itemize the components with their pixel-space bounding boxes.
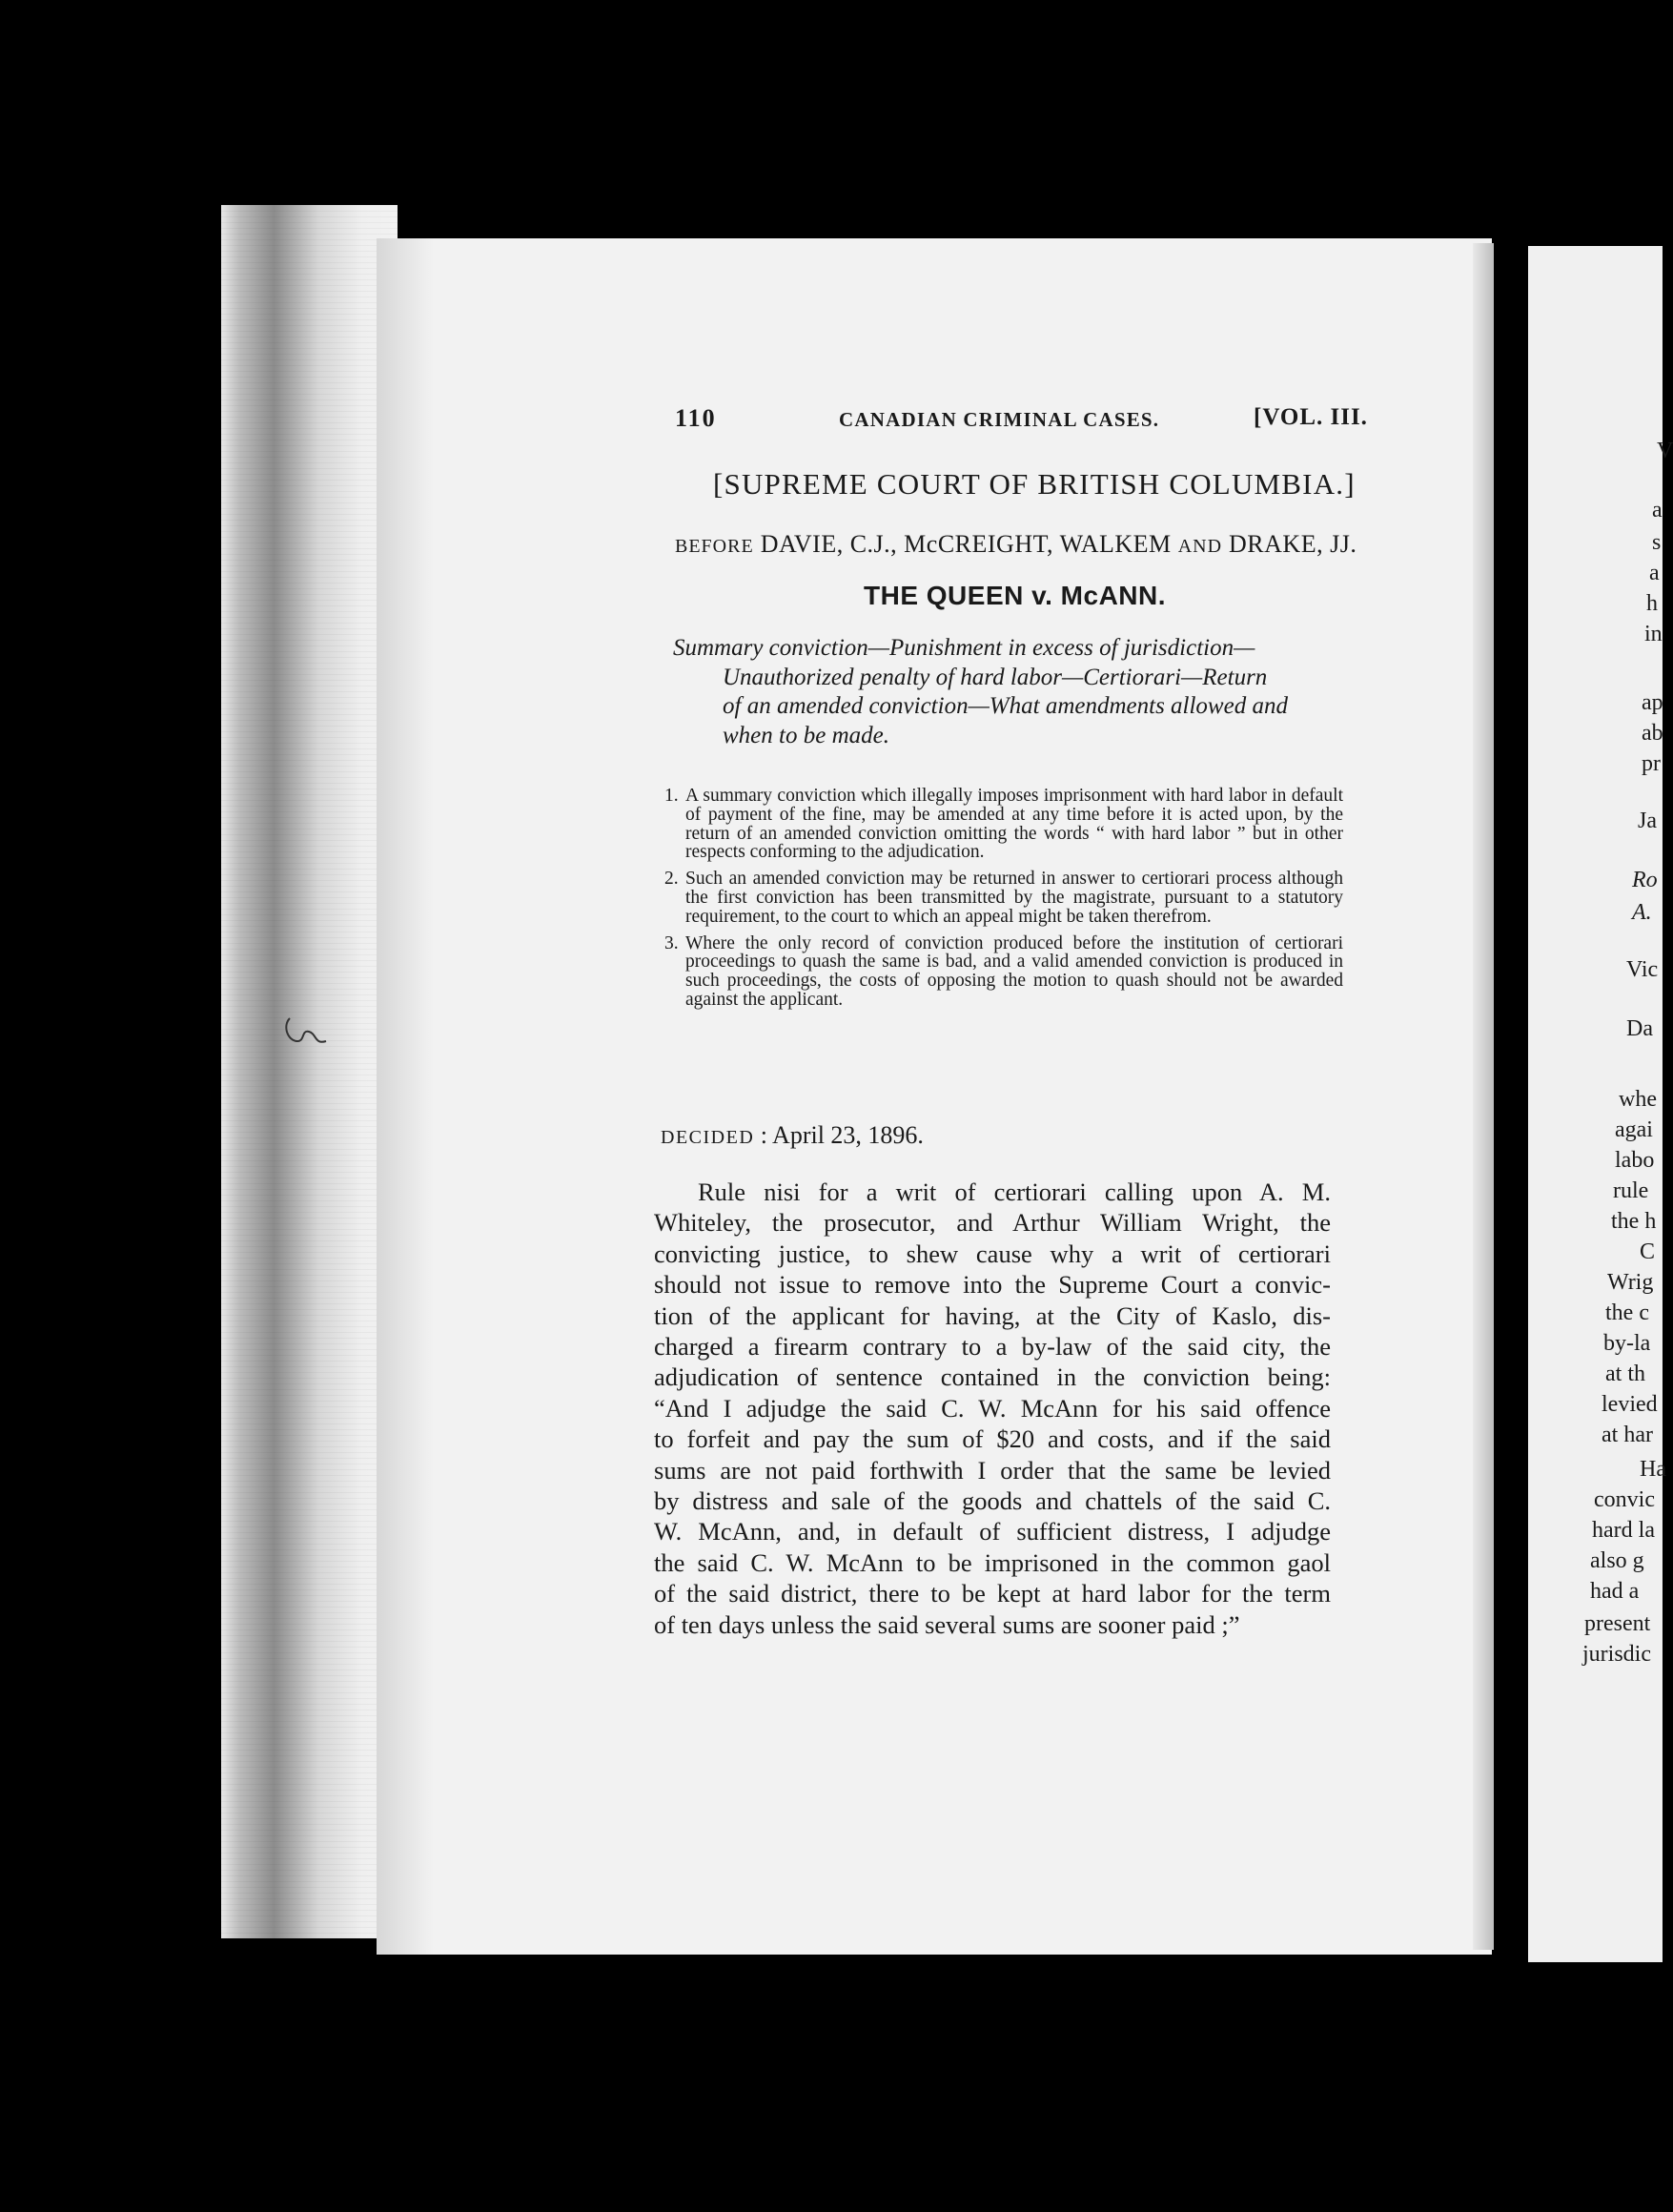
point-text: Where the only record of conviction produced before the institution of certiorari proceedings to quash the same is bad, and a valid amended conviction is produced in such proceedings, the costs of opposing the motion to quash should not be awarded against the applicant.	[685, 932, 1343, 1010]
next-page-text-fragment: ab	[1642, 721, 1663, 746]
and-label: AND	[1177, 536, 1223, 557]
point-number: 1.	[664, 786, 679, 806]
next-page-text-fragment: labo	[1615, 1148, 1655, 1173]
headnote-line: of an amended conviction—What amendments allowed and	[723, 693, 1288, 719]
next-page-text-fragment: Vic	[1626, 957, 1659, 982]
book-gutter	[1494, 229, 1528, 1983]
next-page-text-fragment: pr	[1642, 751, 1661, 776]
decided-date: : April 23, 1896.	[754, 1121, 924, 1149]
next-page-text-fragment: Wrig	[1607, 1270, 1654, 1295]
judges-names-1: DAVIE, C.J., McCREIGHT, WALKEM	[753, 530, 1178, 558]
decided-label: DECIDED	[661, 1127, 755, 1148]
margin-pencil-mark	[280, 1013, 334, 1051]
body-line: adjudication of sentence contained in the conviction being:	[654, 1362, 1331, 1392]
next-page-text-fragment: at th	[1605, 1362, 1645, 1386]
next-page-text-fragment: C	[1640, 1239, 1656, 1264]
point-number: 3.	[664, 932, 679, 953]
body-line: the said C. W. McAnn to be imprisoned in the common gaol	[654, 1547, 1331, 1577]
judges-names-2: DRAKE, JJ.	[1222, 530, 1357, 558]
body-line: charged a firearm contrary to a by-law of the said city, the	[654, 1332, 1331, 1362]
body-line: to forfeit and pay the sum of $20 and costs, and if the said	[654, 1424, 1331, 1454]
next-page-text-fragment: the c	[1605, 1301, 1649, 1325]
next-page-text-fragment: hard la	[1592, 1518, 1655, 1543]
page-number: 110	[675, 404, 717, 432]
body-line: of ten days unless the said several sums are sooner paid ;”	[654, 1609, 1240, 1639]
body-line: Rule nisi for a writ of certiorari calling upon A. M.	[698, 1178, 1331, 1206]
judges-line	[675, 530, 1357, 559]
running-title: CANADIAN CRIMINAL CASES.	[839, 408, 1160, 431]
syllabus-point	[664, 934, 1343, 1010]
body-line: of the said district, there to be kept at hard labor for the term	[654, 1579, 1331, 1608]
volume-label: [VOL. III.	[1254, 404, 1368, 430]
headnote	[673, 634, 1350, 750]
next-page-text-fragment: by-la	[1603, 1331, 1651, 1356]
next-page-text-fragment: Da	[1626, 1016, 1653, 1041]
next-page-text-fragment: A.	[1632, 900, 1652, 925]
body-line: should not issue to remove into the Supreme Court a convic-	[654, 1270, 1331, 1300]
body-line: W. McAnn, and, in default of sufficient distress, I adjudge	[654, 1517, 1331, 1546]
point-text: A summary conviction which illegally imposes imprisonment with hard labor in default of payment of the fine, may be amended at any time before it is acted upon, by the return of an amended conviction omitting the words “ with hard labor ” but in other respects conforming to the adjudication.	[685, 786, 1343, 863]
body-line: convicting justice, to shew cause why a writ of certiorari	[654, 1239, 1331, 1268]
next-page-text-fragment: a	[1652, 498, 1663, 522]
next-page-text-fragment: rule	[1613, 1178, 1649, 1203]
next-page-text-fragment: h	[1646, 591, 1658, 616]
syllabus-point	[664, 870, 1343, 926]
next-page-text-fragment: at har	[1602, 1423, 1653, 1447]
headnote-line: Unauthorized penalty of hard labor—Certiorari—Return	[723, 664, 1268, 690]
body-line: tion of the applicant for having, at the City of Kaslo, dis-	[654, 1301, 1331, 1330]
next-page-text-fragment: jurisdic	[1582, 1642, 1651, 1667]
next-page-text-fragment: convic	[1594, 1487, 1655, 1512]
body-line: Whiteley, the prosecutor, and Arthur William Wright, the	[654, 1208, 1331, 1238]
point-text: Such an amended conviction may be returned in answer to certiorari process although the first conviction has been transmitted by the magistrate, pursuant to a statutory requirement, to the court to which an appeal might be taken therefrom.	[685, 869, 1343, 927]
next-page-text-fragment: had a	[1590, 1579, 1640, 1604]
point-number: 2.	[664, 869, 679, 890]
next-page-text-fragment: Ha	[1640, 1457, 1666, 1482]
syllabus-point	[664, 787, 1343, 862]
decided-line	[661, 1121, 924, 1150]
syllabus-points	[664, 787, 1343, 1017]
next-page-text-fragment: a	[1649, 561, 1660, 585]
body-line: sums are not paid forthwith I order that the same be levied	[654, 1455, 1331, 1485]
body-line: “And I adjudge the said C. W. McAnn for his said offence	[654, 1393, 1331, 1423]
headnote-line: Summary conviction—Punishment in excess of jurisdiction—	[673, 635, 1255, 661]
book-page-edges	[221, 205, 398, 1938]
next-page-text-fragment: V	[1657, 439, 1673, 463]
body-paragraph	[654, 1177, 1331, 1640]
next-page-text-fragment: agai	[1615, 1117, 1653, 1142]
next-page-text-fragment: levied	[1602, 1392, 1658, 1417]
right-page-fragment	[1528, 246, 1673, 1962]
next-page-text-fragment: s	[1652, 530, 1662, 555]
court-name: [SUPREME COURT OF BRITISH COLUMBIA.]	[713, 467, 1356, 501]
page-fold-shadow	[1473, 243, 1494, 1950]
next-page-text-fragment: present	[1584, 1611, 1651, 1636]
next-page-text-fragment: Ja	[1638, 809, 1657, 833]
next-page-text-fragment: in	[1644, 622, 1663, 646]
next-page-text-fragment: ap	[1642, 690, 1663, 715]
before-label: BEFORE	[675, 536, 754, 557]
next-page-text-fragment: whe	[1619, 1087, 1657, 1112]
next-page-text-fragment: Ro	[1632, 868, 1658, 892]
next-page-text-fragment: the h	[1611, 1209, 1657, 1234]
next-page-text-fragment: also g	[1590, 1548, 1644, 1573]
case-title: THE QUEEN v. McANN.	[864, 581, 1167, 610]
body-line: by distress and sale of the goods and chattels of the said C.	[654, 1486, 1331, 1516]
headnote-line: when to be made.	[723, 722, 889, 748]
